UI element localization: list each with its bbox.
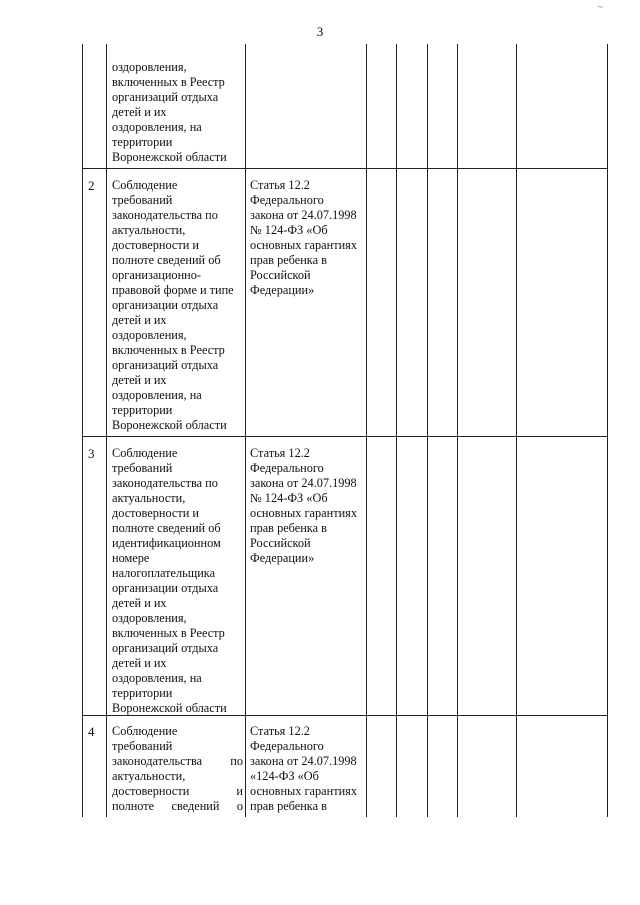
column-divider [106, 44, 107, 817]
requirement-line: полноте сведений о [112, 799, 243, 813]
page-number: 3 [316, 24, 324, 39]
requirement-line: достоверности и [112, 784, 243, 798]
corner-mark: ~ [598, 2, 603, 12]
table-border-left [82, 44, 83, 817]
column-divider [366, 44, 367, 817]
requirement-line: актуальности, [112, 769, 186, 783]
requirement-cell: Соблюдение требований законодательства по актуальности, достоверности и полноте сведений об идентификационном номере налогоплательщика организации отдыха детей и их оздоровления, включенных в Реестр организаций отдыха детей и их оздоровления, на территории Воронежской области [112, 446, 227, 715]
row-number: 3 [88, 446, 95, 461]
requirement-cell: оздоровления, включенных в Реестр организаций отдыха детей и их оздоровления, на территории Воронежской области [112, 60, 227, 164]
table-border-right [607, 44, 608, 817]
legal-basis-cell: Статья 12.2 Федерального закона от 24.07.1998 «124-ФЗ «Об основных гарантиях прав ребенка в [250, 724, 357, 813]
requirement-cell-justified [112, 754, 243, 814]
row-number: 2 [88, 178, 95, 193]
requirement-cell: Соблюдение требований [112, 724, 178, 753]
row-number: 4 [88, 724, 95, 739]
column-divider [245, 44, 246, 817]
column-divider [457, 44, 458, 817]
row-separator [82, 168, 608, 169]
requirement-cell: Соблюдение требований законодательства по актуальности, достоверности и полноте сведений об организационно- правовой форме и типе организации отдыха детей и их оздоровления, включенных в Реестр организаций отдыха детей и их оздоровления, на территории Воронежской области [112, 178, 234, 432]
column-divider [427, 44, 428, 817]
requirement-line: законодательства по [112, 754, 243, 768]
legal-basis-cell: Статья 12.2 Федерального закона от 24.07.1998 № 124-ФЗ «Об основных гарантиях прав ребенка в Российской Федерации» [250, 446, 357, 565]
row-separator [82, 436, 608, 437]
column-divider [516, 44, 517, 817]
column-divider [396, 44, 397, 817]
legal-basis-cell: Статья 12.2 Федерального закона от 24.07.1998 № 124-ФЗ «Об основных гарантиях прав ребенка в Российской Федерации» [250, 178, 357, 297]
